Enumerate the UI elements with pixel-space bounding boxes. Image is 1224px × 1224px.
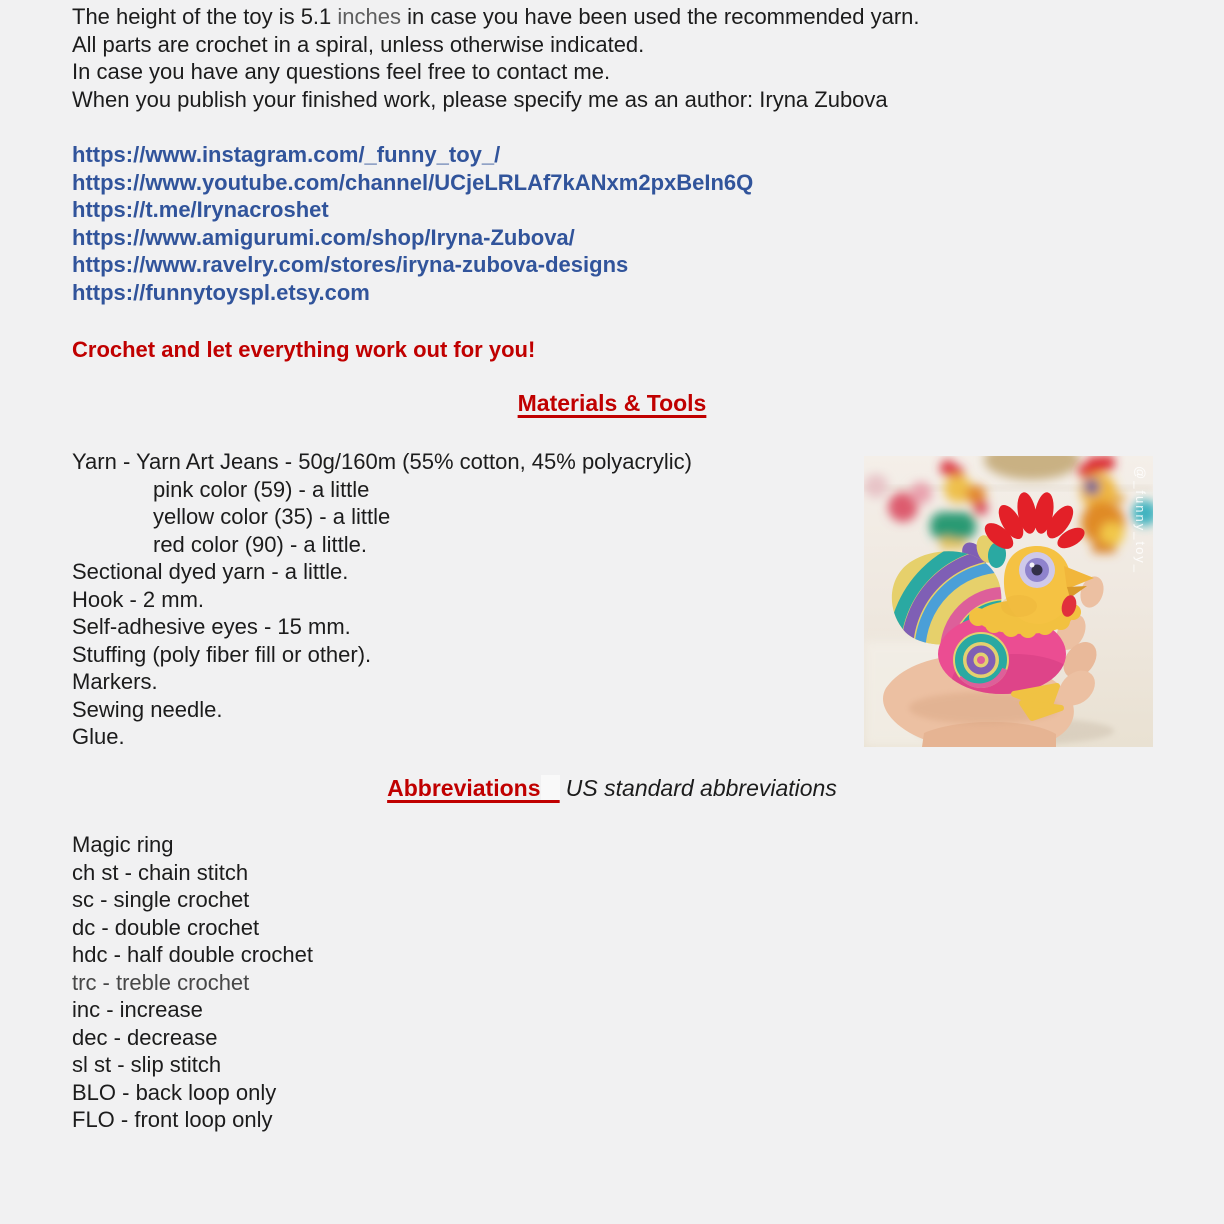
abbrev-dec: dec - decrease — [72, 1024, 218, 1050]
abbreviations-note: US standard abbreviations — [565, 775, 837, 801]
intro-line-questions: In case you have any questions feel free to contact me. — [72, 59, 611, 84]
intro-line-author: When you publish your finished work, please specify me as an author: Iryna Zubova — [72, 86, 888, 112]
abbrev-magic-ring: Magic ring — [72, 832, 174, 857]
link-instagram[interactable]: https://www.instagram.com/_funny_toy_/ — [72, 142, 501, 167]
link-telegram[interactable]: https://t.me/Irynacroshet — [72, 197, 329, 222]
abbreviations-heading: Abbreviations — [387, 775, 560, 801]
material-item-red: red color (90) - a little. — [153, 531, 367, 557]
link-amigurumi[interactable]: https://www.amigurumi.com/shop/Iryna-Zubova/ — [72, 224, 575, 250]
rooster-wing — [953, 632, 1009, 688]
intro-inches-word: inches — [337, 4, 401, 29]
link-ravelry[interactable]: https://www.ravelry.com/stores/iryna-zubova-designs — [72, 252, 629, 277]
abbrev-sl-st: sl st - slip stitch — [72, 1052, 222, 1077]
abbreviations-list — [72, 831, 313, 1134]
material-item-yarn: Yarn - Yarn Art Jeans - 50g/160m (55% cotton, 45% polyacrylic) — [72, 449, 692, 474]
abbrev-hdc: hdc - half double crochet — [72, 942, 313, 967]
material-item-eyes: Self-adhesive eyes - 15 mm. — [72, 614, 351, 639]
intro-line-height — [72, 3, 920, 31]
abbrev-sc: sc - single crochet — [72, 887, 250, 912]
intro-paragraph — [72, 3, 920, 113]
link-etsy[interactable]: https://funnytoyspl.etsy.com — [72, 279, 370, 305]
abbrev-trc: trc - treble crochet — [72, 969, 250, 995]
link-youtube[interactable]: https://www.youtube.com/channel/UCjeLRLAf7kANxm2pxBeIn6Q — [72, 169, 754, 195]
material-item-stuffing: Stuffing (poly fiber fill or other). — [72, 641, 372, 667]
material-item-sectional: Sectional dyed yarn - a little. — [72, 559, 349, 584]
rooster-eye — [1019, 552, 1055, 588]
intro-height-rest: in case you have been used the recommended yarn. — [400, 4, 920, 29]
material-item-pink: pink color (59) - a little — [153, 476, 370, 502]
rooster-photo-illustration — [864, 456, 1153, 747]
material-item-glue: Glue. — [72, 724, 125, 749]
material-item-markers: Markers. — [72, 669, 158, 694]
materials-heading: Materials & Tools — [517, 390, 707, 416]
materials-heading-row — [0, 390, 1224, 418]
abbrev-flo: FLO - front loop only — [72, 1107, 273, 1132]
photo-watermark: @_funny_toy_ — [1133, 466, 1148, 575]
abbrev-blo: BLO - back loop only — [72, 1079, 277, 1105]
motto-text: Crochet and let everything work out for you! — [72, 337, 536, 362]
abbrev-inc: inc - increase — [72, 997, 203, 1022]
heading-trailing-space — [541, 775, 560, 801]
abbrev-dc: dc - double crochet — [72, 914, 260, 940]
author-links — [72, 141, 753, 306]
material-item-needle: Sewing needle. — [72, 696, 223, 722]
materials-list — [72, 448, 692, 751]
abbreviations-heading-row — [0, 775, 1224, 803]
material-item-hook: Hook - 2 mm. — [72, 586, 205, 612]
abbrev-ch-st: ch st - chain stitch — [72, 859, 249, 885]
intro-line-spiral: All parts are crochet in a spiral, unless otherwise indicated. — [72, 31, 645, 57]
pattern-photo — [864, 456, 1153, 747]
intro-height-text: The height of the toy is 5.1 — [72, 4, 338, 29]
material-item-yellow: yellow color (35) - a little — [153, 504, 391, 529]
